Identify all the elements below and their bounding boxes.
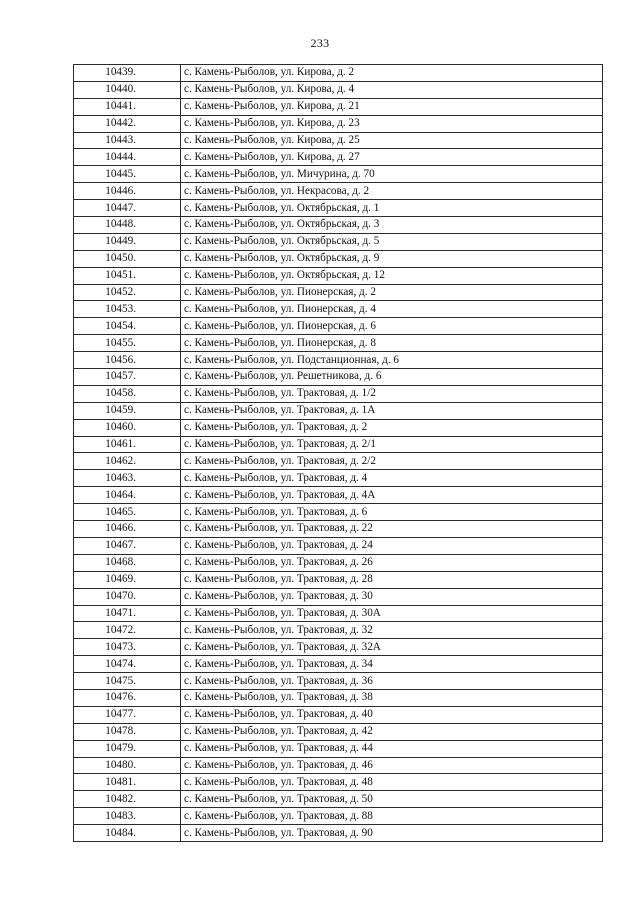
table-row <box>74 588 603 605</box>
row-number: 10440. <box>74 81 181 98</box>
row-number: 10477. <box>74 706 181 723</box>
row-number: 10445. <box>74 166 181 183</box>
row-number: 10484. <box>74 825 181 842</box>
row-number: 10443. <box>74 132 181 149</box>
table-row <box>74 115 603 132</box>
table-row <box>74 369 603 386</box>
table-row <box>74 537 603 554</box>
row-address: с. Камень-Рыболов, ул. Некрасова, д. 2 <box>181 183 603 200</box>
row-number: 10451. <box>74 267 181 284</box>
row-address: с. Камень-Рыболов, ул. Кирова, д. 23 <box>181 115 603 132</box>
row-number: 10466. <box>74 521 181 538</box>
table-row <box>74 487 603 504</box>
row-address: с. Камень-Рыболов, ул. Трактовая, д. 4 <box>181 470 603 487</box>
row-address: с. Камень-Рыболов, ул. Октябрьская, д. 1 <box>181 200 603 217</box>
row-number: 10454. <box>74 318 181 335</box>
row-number: 10442. <box>74 115 181 132</box>
table-row <box>74 706 603 723</box>
table-row <box>74 504 603 521</box>
row-number: 10474. <box>74 656 181 673</box>
row-address: с. Камень-Рыболов, ул. Трактовая, д. 1А <box>181 402 603 419</box>
row-number: 10462. <box>74 453 181 470</box>
table-row <box>74 774 603 791</box>
row-number: 10447. <box>74 200 181 217</box>
row-number: 10481. <box>74 774 181 791</box>
row-number: 10441. <box>74 98 181 115</box>
table-row <box>74 470 603 487</box>
table-row <box>74 436 603 453</box>
table-row <box>74 183 603 200</box>
row-address: с. Камень-Рыболов, ул. Трактовая, д. 2/1 <box>181 436 603 453</box>
table-row <box>74 132 603 149</box>
row-address: с. Камень-Рыболов, ул. Трактовая, д. 6 <box>181 504 603 521</box>
row-address: с. Камень-Рыболов, ул. Трактовая, д. 42 <box>181 723 603 740</box>
row-number: 10483. <box>74 808 181 825</box>
row-address: с. Камень-Рыболов, ул. Мичурина, д. 70 <box>181 166 603 183</box>
table-row <box>74 233 603 250</box>
row-address: с. Камень-Рыболов, ул. Трактовая, д. 2 <box>181 419 603 436</box>
row-address: с. Камень-Рыболов, ул. Решетникова, д. 6 <box>181 369 603 386</box>
row-number: 10473. <box>74 639 181 656</box>
row-address: с. Камень-Рыболов, ул. Октябрьская, д. 5 <box>181 233 603 250</box>
row-address: с. Камень-Рыболов, ул. Трактовая, д. 48 <box>181 774 603 791</box>
row-address: с. Камень-Рыболов, ул. Трактовая, д. 2/2 <box>181 453 603 470</box>
row-number: 10480. <box>74 757 181 774</box>
row-number: 10464. <box>74 487 181 504</box>
row-number: 10456. <box>74 352 181 369</box>
row-address: с. Камень-Рыболов, ул. Трактовая, д. 88 <box>181 808 603 825</box>
table-row <box>74 689 603 706</box>
table-row <box>74 149 603 166</box>
row-number: 10470. <box>74 588 181 605</box>
row-number: 10467. <box>74 537 181 554</box>
table-row <box>74 284 603 301</box>
table-row <box>74 352 603 369</box>
table-row <box>74 453 603 470</box>
row-address: с. Камень-Рыболов, ул. Трактовая, д. 26 <box>181 554 603 571</box>
row-address: с. Камень-Рыболов, ул. Трактовая, д. 46 <box>181 757 603 774</box>
row-number: 10446. <box>74 183 181 200</box>
row-address: с. Камень-Рыболов, ул. Октябрьская, д. 12 <box>181 267 603 284</box>
table-row <box>74 757 603 774</box>
table-row <box>74 301 603 318</box>
table-row <box>74 335 603 352</box>
table-row <box>74 166 603 183</box>
row-number: 10452. <box>74 284 181 301</box>
row-number: 10453. <box>74 301 181 318</box>
row-number: 10444. <box>74 149 181 166</box>
row-address: с. Камень-Рыболов, ул. Октябрьская, д. 9 <box>181 250 603 267</box>
table-row <box>74 267 603 284</box>
row-number: 10459. <box>74 402 181 419</box>
row-address: с. Камень-Рыболов, ул. Пионерская, д. 6 <box>181 318 603 335</box>
table-row <box>74 385 603 402</box>
table-row <box>74 402 603 419</box>
row-address: с. Камень-Рыболов, ул. Кирова, д. 25 <box>181 132 603 149</box>
table-row <box>74 656 603 673</box>
row-number: 10479. <box>74 740 181 757</box>
row-number: 10476. <box>74 689 181 706</box>
row-address: с. Камень-Рыболов, ул. Трактовая, д. 40 <box>181 706 603 723</box>
row-number: 10478. <box>74 723 181 740</box>
row-number: 10460. <box>74 419 181 436</box>
row-number: 10472. <box>74 622 181 639</box>
row-address: с. Камень-Рыболов, ул. Трактовая, д. 22 <box>181 521 603 538</box>
table-row <box>74 673 603 690</box>
row-number: 10448. <box>74 217 181 234</box>
table-row <box>74 605 603 622</box>
row-address: с. Камень-Рыболов, ул. Трактовая, д. 50 <box>181 791 603 808</box>
table-row <box>74 250 603 267</box>
row-address: с. Камень-Рыболов, ул. Трактовая, д. 32А <box>181 639 603 656</box>
row-address: с. Камень-Рыболов, ул. Трактовая, д. 34 <box>181 656 603 673</box>
table-row <box>74 521 603 538</box>
row-address: с. Камень-Рыболов, ул. Пионерская, д. 4 <box>181 301 603 318</box>
row-number: 10461. <box>74 436 181 453</box>
row-address: с. Камень-Рыболов, ул. Трактовая, д. 38 <box>181 689 603 706</box>
row-number: 10482. <box>74 791 181 808</box>
row-address: с. Камень-Рыболов, ул. Трактовая, д. 1/2 <box>181 385 603 402</box>
row-number: 10475. <box>74 673 181 690</box>
table-row <box>74 808 603 825</box>
table-row <box>74 723 603 740</box>
table-row <box>74 217 603 234</box>
row-number: 10458. <box>74 385 181 402</box>
row-address: с. Камень-Рыболов, ул. Трактовая, д. 32 <box>181 622 603 639</box>
row-address: с. Камень-Рыболов, ул. Кирова, д. 4 <box>181 81 603 98</box>
row-address: с. Камень-Рыболов, ул. Трактовая, д. 30А <box>181 605 603 622</box>
table-row <box>74 419 603 436</box>
row-number: 10463. <box>74 470 181 487</box>
row-address: с. Камень-Рыболов, ул. Трактовая, д. 24 <box>181 537 603 554</box>
table-row <box>74 740 603 757</box>
table-row <box>74 65 603 82</box>
address-table <box>73 64 603 842</box>
table-row <box>74 791 603 808</box>
row-address: с. Камень-Рыболов, ул. Трактовая, д. 4А <box>181 487 603 504</box>
row-number: 10457. <box>74 369 181 386</box>
table-row <box>74 81 603 98</box>
row-address: с. Камень-Рыболов, ул. Трактовая, д. 44 <box>181 740 603 757</box>
row-number: 10455. <box>74 335 181 352</box>
row-address: с. Камень-Рыболов, ул. Трактовая, д. 90 <box>181 825 603 842</box>
row-address: с. Камень-Рыболов, ул. Подстанционная, д. 6 <box>181 352 603 369</box>
row-address: с. Камень-Рыболов, ул. Пионерская, д. 8 <box>181 335 603 352</box>
row-number: 10449. <box>74 233 181 250</box>
row-address: с. Камень-Рыболов, ул. Кирова, д. 2 <box>181 65 603 82</box>
table-row <box>74 571 603 588</box>
table-row <box>74 554 603 571</box>
table-row <box>74 825 603 842</box>
row-address: с. Камень-Рыболов, ул. Трактовая, д. 28 <box>181 571 603 588</box>
page-number: 233 <box>310 36 330 50</box>
row-address: с. Камень-Рыболов, ул. Трактовая, д. 36 <box>181 673 603 690</box>
row-address: с. Камень-Рыболов, ул. Кирова, д. 27 <box>181 149 603 166</box>
row-number: 10465. <box>74 504 181 521</box>
row-number: 10469. <box>74 571 181 588</box>
row-address: с. Камень-Рыболов, ул. Трактовая, д. 30 <box>181 588 603 605</box>
row-address: с. Камень-Рыболов, ул. Кирова, д. 21 <box>181 98 603 115</box>
address-table-body <box>74 65 603 842</box>
row-address: с. Камень-Рыболов, ул. Пионерская, д. 2 <box>181 284 603 301</box>
table-row <box>74 639 603 656</box>
row-number: 10439. <box>74 65 181 82</box>
row-number: 10471. <box>74 605 181 622</box>
row-address: с. Камень-Рыболов, ул. Октябрьская, д. 3 <box>181 217 603 234</box>
table-row <box>74 200 603 217</box>
row-number: 10468. <box>74 554 181 571</box>
table-row <box>74 318 603 335</box>
table-row <box>74 98 603 115</box>
table-row <box>74 622 603 639</box>
row-number: 10450. <box>74 250 181 267</box>
